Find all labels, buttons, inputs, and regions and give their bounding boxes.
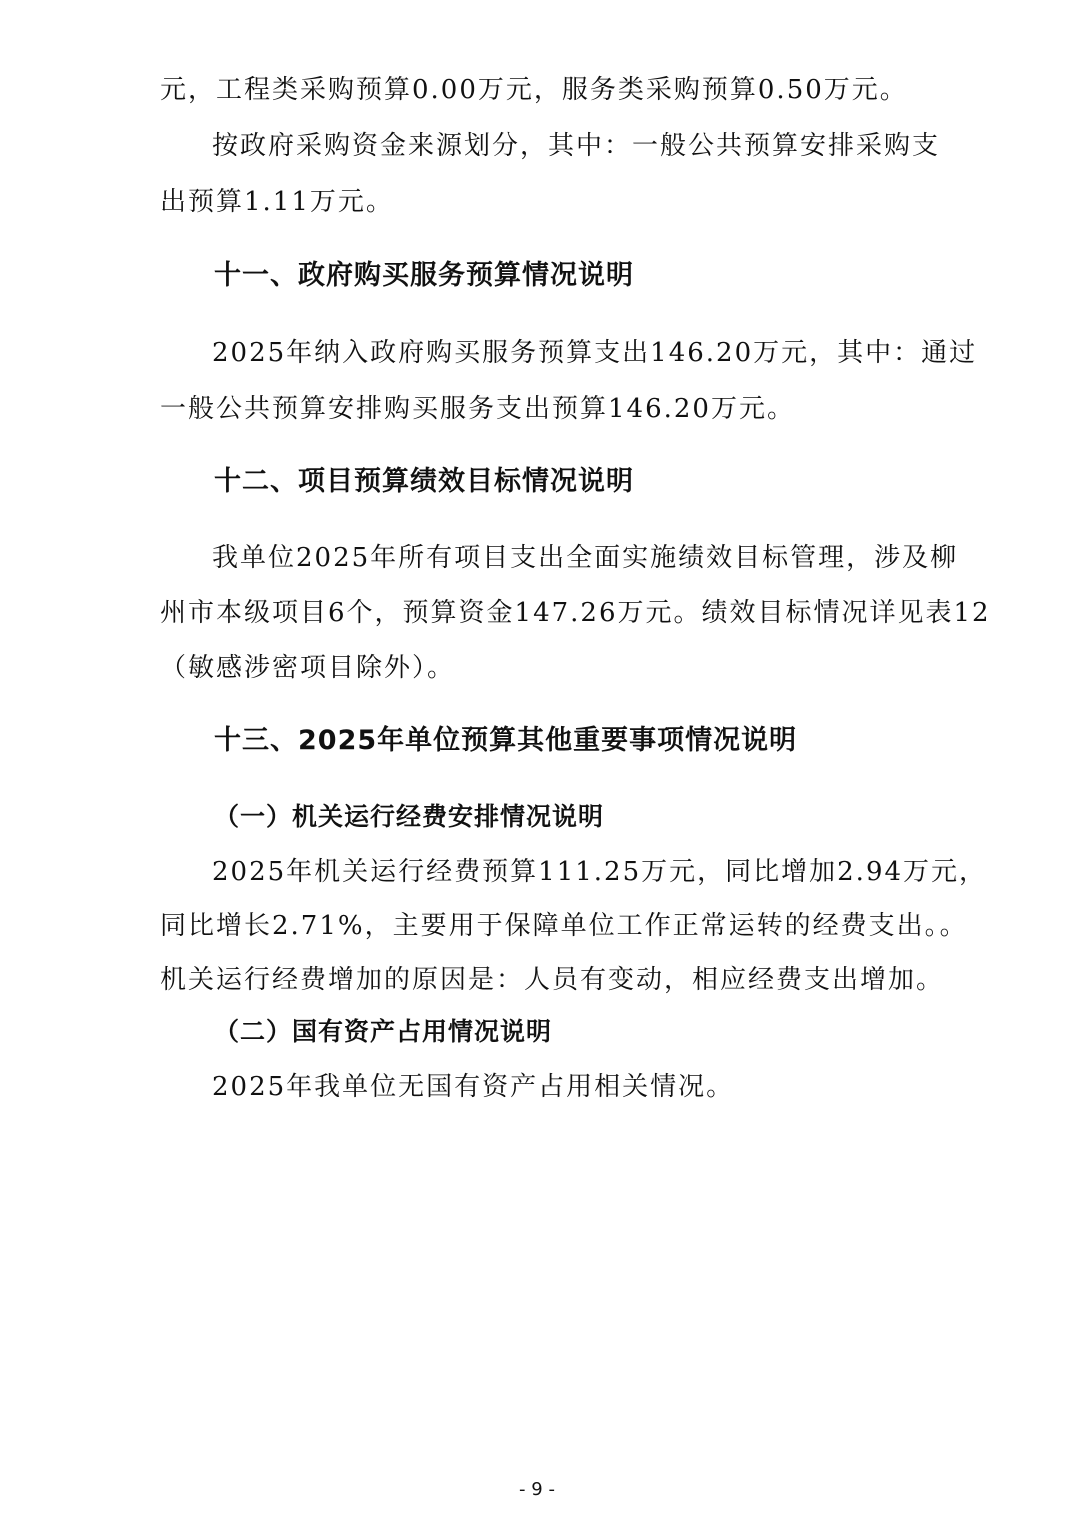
procurement-text-line-3: 出预算1.11万元。 bbox=[160, 187, 394, 217]
procurement-text-line-2: 按政府采购资金来源划分，其中：一般公共预算安排采购支 bbox=[212, 131, 941, 161]
section-13-sub-2-heading: （二）国有资产占用情况说明 bbox=[214, 1017, 553, 1046]
section-12-heading: 十二、项目预算绩效目标情况说明 bbox=[214, 466, 634, 497]
section-11-heading: 十一、政府购买服务预算情况说明 bbox=[214, 260, 634, 291]
procurement-text-line-1: 元，工程类采购预算0.00万元，服务类采购预算0.50万元。 bbox=[160, 75, 908, 105]
page-number: - 9 - bbox=[519, 1479, 555, 1500]
section-12-text-line-1: 我单位2025年所有项目支出全面实施绩效目标管理，涉及柳 bbox=[212, 543, 959, 573]
section-11-text-line-1: 2025年纳入政府购买服务预算支出146.20万元，其中：通过 bbox=[212, 338, 978, 368]
section-13-sub-1-text-line-3: 机关运行经费增加的原因是：人员有变动，相应经费支出增加。 bbox=[160, 965, 945, 995]
section-13-sub-2-text-line-1: 2025年我单位无国有资产占用相关情况。 bbox=[212, 1072, 735, 1102]
section-13-sub-1-text-line-2: 同比增长2.71%，主要用于保障单位工作正常运转的经费支出。。 bbox=[160, 911, 968, 941]
section-13-sub-1-heading: （一）机关运行经费安排情况说明 bbox=[214, 802, 605, 831]
section-13-sub-1-text-line-1: 2025年机关运行经费预算111.25万元，同比增加2.94万元， bbox=[212, 857, 988, 887]
section-12-text-line-2: 州市本级项目6个，预算资金147.26万元。绩效目标情况详见表12 bbox=[160, 598, 991, 628]
section-12-text-line-3: （敏感涉密项目除外）。 bbox=[160, 653, 456, 683]
section-11-text-line-2: 一般公共预算安排购买服务支出预算146.20万元。 bbox=[160, 394, 795, 424]
section-13-heading: 十三、2025年单位预算其他重要事项情况说明 bbox=[214, 725, 798, 756]
